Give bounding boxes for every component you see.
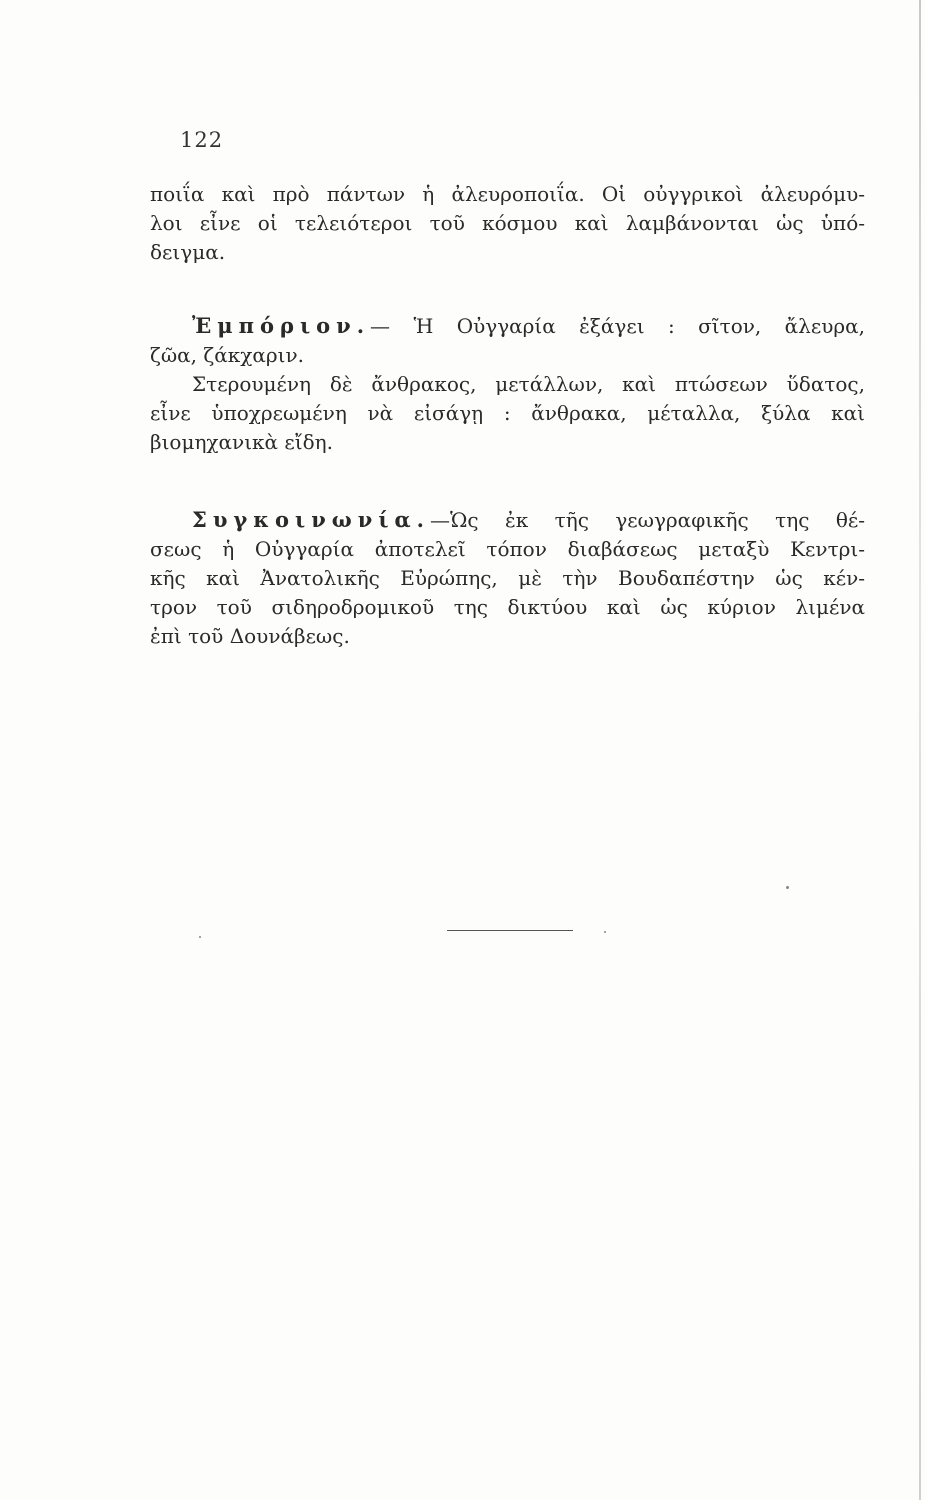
text-line: εἶνε ὑποχρεωμένη νὰ εἰσάγῃ : ἄνθρακα, μέταλλα, ξύλα καὶ [150,401,865,425]
section-heading-communication: Συγκοινωνία. [192,507,430,532]
text-line: δειγμα. [150,240,226,264]
text-line [150,311,865,341]
page-edge [919,0,921,1500]
section-trade [150,311,865,457]
paper-speck [604,931,606,933]
text-line: ζῶα, ζάκχαριν. [150,343,304,367]
paper-speck [199,936,201,938]
text-line [150,505,865,535]
text-line: Στερουμένη δὲ ἄνθρακος, μετάλλων, καὶ πτώσεων ὕδατος, [192,372,865,396]
text-line: βιομηχανικὰ εἴδη. [150,430,333,454]
trade-intro-text: — Ἡ Οὐγγαρία ἐξάγει : σῖτον, ἄλευρα, [370,314,865,338]
text-line: κῆς καὶ Ἀνατολικῆς Εὐρώπης, μὲ τὴν Βουδαπέστην ὡς κέν- [150,566,865,590]
text-line: ἐπὶ τοῦ Δουνάβεως. [150,624,350,648]
text-line: σεως ἡ Οὐγγαρία ἀποτελεῖ τόπον διαβάσεως μεταξὺ Κεντρι- [150,537,865,561]
communication-intro-text: —Ὡς ἐκ τῆς γεωγραφικῆς της θέ- [429,508,865,532]
paper-speck [786,886,789,889]
section-communication [150,505,865,651]
paragraph-flour-industry [150,180,865,267]
text-line: λοι εἶνε οἱ τελειότεροι τοῦ κόσμου καὶ λαμβάνονται ὡς ὑπό- [150,211,865,235]
text-line: τρον τοῦ σιδηροδρομικοῦ της δικτύου καὶ ὡς κύριον λιμένα [150,595,865,619]
text-line: ποιΐα καὶ πρὸ πάντων ἡ ἀλευροποιΐα. Οἱ οὐγγρικοὶ ἀλευρόμυ- [150,182,865,206]
section-heading-trade: Ἐμπόριον. [192,313,371,338]
end-of-section-rule [447,930,573,931]
page-number: 122 [180,128,224,152]
